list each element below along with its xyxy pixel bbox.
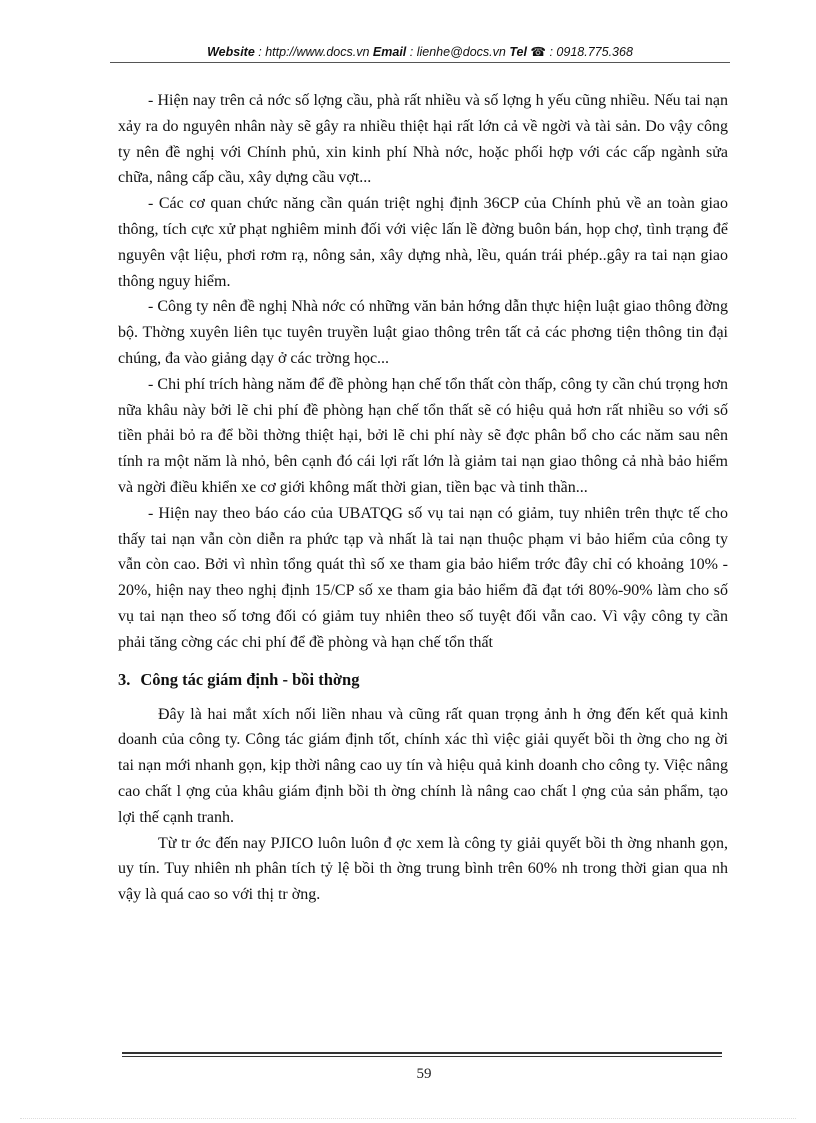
body-paragraph-4: - Chi phí trích hàng năm để đề phòng hạn chế tổn thất còn thấp, công ty cần chú trọng hơn nữa khâu này bởi lẽ chi phí đề phòng hạn chế tổn thất sẽ có hiệu quả hơn rất nhiều so với số tiền phải bỏ ra để bồi thờng thiệt hại, bởi lẽ chi phí này sẽ đợc phân bổ cho các năm sau nên tính ra một năm là nhỏ, bên cạnh đó cái lợi rất lớn là giảm tai nạn giao thông cả nhà bảo hiểm và ngời điều khiển xe cơ giới không mất thời gian, tiền bạc và tinh thần...	[118, 375, 728, 496]
website-value: : http://www.docs.vn	[258, 45, 370, 59]
body-paragraph-5: - Hiện nay theo báo cáo của UBATQG số vụ tai nạn có giảm, tuy nhiên trên thực tế cho thấy tai nạn vẫn còn diễn ra phức tạp và nhất là tai nạn thuộc phạm vi bảo hiểm của công ty vẫn còn cao. Bởi vì nhìn tổng quát thì số xe tham gia bảo hiểm trớc đây chỉ có khoảng 10% - 20%, hiện nay theo nghị định 15/CP số xe tham gia bảo hiểm đã đạt tới 80%-90% làm cho số vụ tai nạn theo số tơng đối có giảm tuy nhiên theo số tuyệt đối vẫn cao. Vì vậy công ty cần phải tăng cờng các chi phí để đề phòng và hạn chế tổn thất	[118, 504, 728, 651]
email-label: Email	[372, 45, 407, 59]
body-paragraph-2: - Các cơ quan chức năng cần quán triệt nghị định 36CP của Chính phủ về an toàn giao thông, tích cực xử phạt nghiêm minh đối với việc lấn lề đờng buôn bán, họp chợ, tình trạng để nguyên vật liệu, phơi rơm rạ, nông sản, xây dựng nhà, lều, quán trái phép..gây ra tai nạn giao thông nguy hiểm.	[118, 195, 728, 290]
footer-divider-thick	[122, 1052, 722, 1054]
body-paragraph-7: Từ tr ớc đến nay PJICO luôn luôn đ ợc xem là công ty giải quyết bồi th ờng nhanh gọn, uy tín. Tuy nhiên nh phân tích tỷ lệ bồi th ờng trung bình trên 60% nh trong thời gian qua nh vậy là quá cao so với thị tr ờng.	[118, 834, 728, 904]
body-paragraph-3: - Công ty nên đề nghị Nhà nớc có những văn bản hớng dẫn thực hiện luật giao thông đờng bộ. Thờng xuyên liên tục tuyên truyền luật giao thông trên tất cả các phơng tiện thông tin đại chúng, đa vào giảng dạy ở các trờng học...	[118, 298, 728, 367]
tel-label: Tel	[509, 45, 527, 59]
tel-value: : 0918.775.368	[549, 45, 633, 59]
body-paragraph-6: Đây là hai mắt xích nối liền nhau và cũng rất quan trọng ảnh h ởng đến kết quả kinh doanh của công ty. Công tác giám định tốt, chính xác thì việc giải quyết bồi th ờng cho ng ời tai nạn mới nhanh gọn, kịp thời nâng cao uy tín và hiệu quả kinh doanh cho công ty. Việc nâng cao chất l ợng của khâu giám định bồi th ờng chính là nâng cao chất l ợng của sản phẩm, tạo lợi thế cạnh tranh.	[118, 705, 728, 826]
page-bottom-edge	[20, 1118, 796, 1119]
email-value: : lienhe@docs.vn	[409, 45, 506, 59]
body-paragraph-1: - Hiện nay trên cả nớc số lợng cầu, phà rất nhiều và số lợng h yếu cũng nhiều. Nếu tai nạn xảy ra do nguyên nhân này sẽ gây ra nhiều thiệt hại rất lớn cả về ngời và tài sản. Do vậy công ty nên đề nghị với Chính phủ, xin kinh phí Nhà nớc, hoặc phối hợp với các cấp ngành sửa chữa, nâng cấp cầu, xây dựng cầu vợt...	[118, 92, 728, 187]
website-label: Website	[207, 45, 255, 59]
footer-divider-thin	[122, 1056, 722, 1057]
page-number: 59	[416, 1066, 432, 1082]
phone-icon: ☎	[530, 45, 546, 59]
section-title: Công tác giám định - bồi thờng	[140, 669, 360, 689]
section-heading	[118, 668, 728, 692]
section-number: 3.	[118, 669, 131, 689]
page-body	[118, 88, 728, 908]
header-divider	[110, 62, 730, 63]
page-header	[110, 44, 730, 64]
